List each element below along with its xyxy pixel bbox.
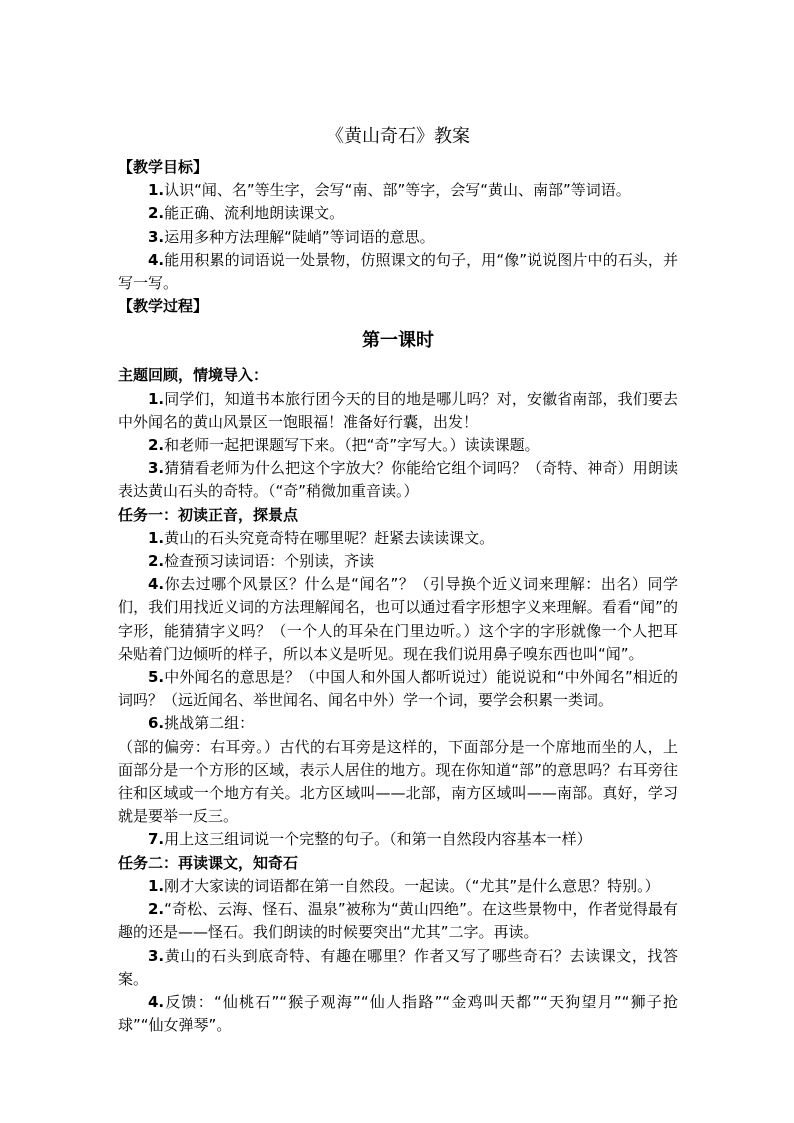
intro-item: 1.同学们，知道书本旅行团今天的目的地是哪儿吗？对，安徽省南部，我们要去中外闻名的黄山风景区一饱眼福！准备好行囊，出发！ (118, 389, 678, 431)
task1-heading: 任务一：初读正音，探景点 (118, 505, 299, 524)
task2-item: 3.黄山的石头到底奇特、有趣在哪里？作者又写了哪些奇石？去读课文，找答案。 (118, 946, 678, 988)
goal-item: 1.认识“闻、名”等生字，会写“南、部”等字，会写“黄山、南部”等词语。 (148, 181, 631, 200)
intro-item: 2.和老师一起把课题写下来。（把“奇”字写大。）读读课题。 (148, 436, 540, 455)
goal-item: 3.运用多种方法理解“陡峭”等词语的意思。 (148, 227, 435, 246)
document-page (118, 124, 678, 1037)
task2-heading: 任务二：再读课文，知奇石 (118, 853, 299, 872)
goal-item: 4.能用积累的词语说一处景物，仿照课文的句子，用“像”说说图片中的石头，并写一写。 (118, 250, 678, 293)
task1-item: 4.你去过哪个风景区？什么是“闻名”？（引导换个近义词来理解：出名）同学们，我们用找近义词的方法理解闻名，也可以通过看字形想字义来理解。看看“闻”的字形，能猜猜字义吗？（一个人的耳朵在门里边听。）这个字的字形就像一个人把耳朵贴着门边倾听的样子，所以本义是听见。现在我们说用鼻子嗅东西也叫“闻”。 (118, 575, 678, 663)
task1-item: 2.检查预习读词语：个别读，齐读 (148, 552, 375, 571)
document-title: 《黄山奇石》教案 (326, 126, 470, 147)
goals-heading: 【教学目标】 (118, 158, 209, 176)
task1-item: 7.用上这三组词说一个完整的句子。（和第一自然段内容基本一样） (148, 830, 592, 849)
process-heading: 【教学过程】 (118, 297, 209, 316)
task2-item: 1.刚才大家读的词语都在第一自然段。一起读。（“尤其”是什么意思？特别。） (148, 876, 660, 895)
task2-item: 4.反馈：“仙桃石”“猴子观海”“仙人指路”“金鸡叫天都”“天狗望月”“狮子抢球”“仙女弹琴”。 (118, 992, 678, 1035)
lesson-title: 第一课时 (362, 330, 434, 352)
goal-item: 2.能正确、流利地朗读课文。 (148, 204, 345, 223)
task1-item: 6.挑战第二组： (148, 714, 255, 733)
goals-list (118, 179, 678, 295)
radical-paragraph: （部的偏旁：右耳旁。）古代的右耳旁是这样的，下面部分是一个席地而坐的人，上面部分是一个方形的区域，表示人居住的地方。现在你知道“部”的意思吗？右耳旁往往和区域或一个地方有关。北方区域叫——北部，南方区域叫——南部。真好，学习就是要举一反三。 (118, 737, 678, 826)
task1-item: 1.黄山的石头究竟奇特在哪里呢？赶紧去读读课文。 (148, 528, 495, 547)
intro-item: 3.猜猜看老师为什么把这个字放大？你能给它组个词吗？（奇特、神奇）用朗读表达黄山石头的奇特。（“奇”稍微加重音读。） (118, 459, 678, 501)
task1-item: 5.中外闻名的意思是？（中国人和外国人都听说过）能说说和“中外闻名”相近的词吗？（远近闻名、举世闻名、闻名中外）学一个词，要学会积累一类词。 (118, 668, 678, 710)
task2-item: 2.“奇松、云海、怪石、温泉”被称为“黄山四绝”。在这些景物中，作者觉得最有趣的还是——怪石。我们朗读的时候要突出“尤其”二字。再读。 (118, 900, 678, 942)
intro-heading: 主题回顾，情境导入： (118, 366, 269, 385)
